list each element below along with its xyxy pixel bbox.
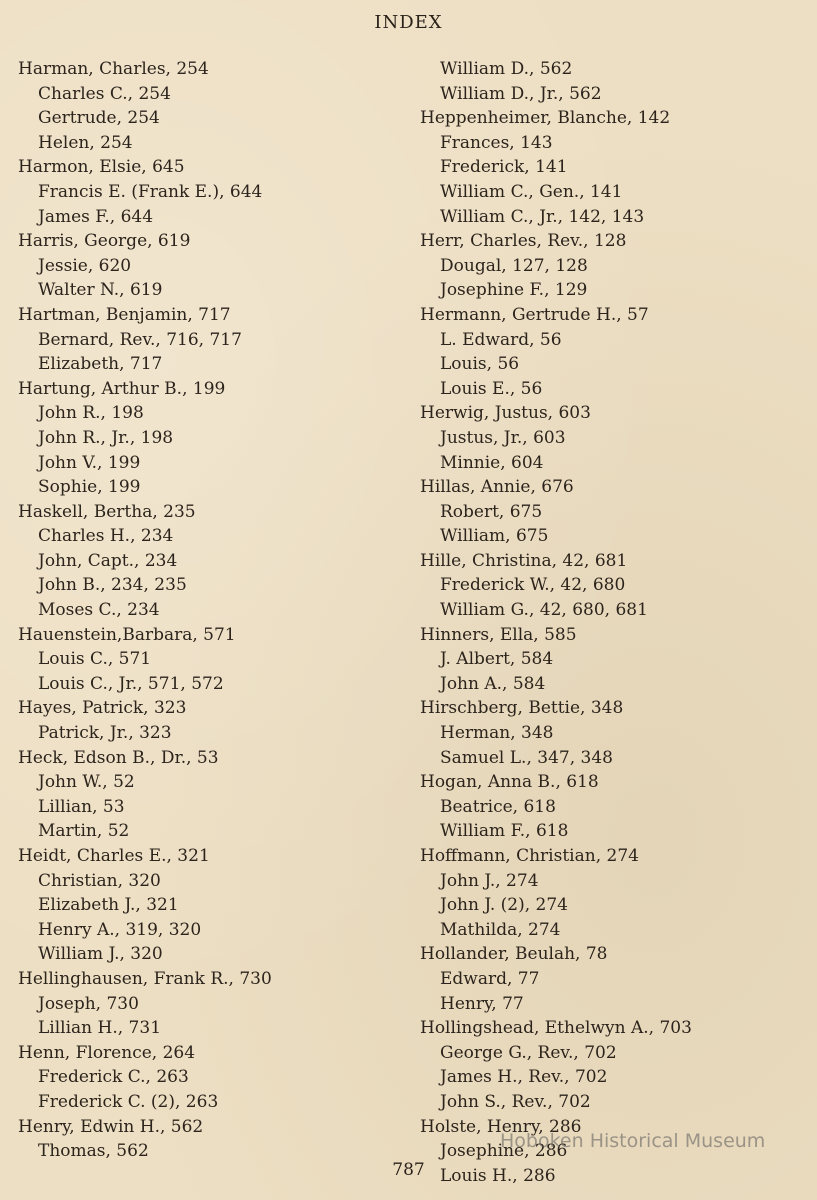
index-subentry: Helen, 254 xyxy=(38,132,133,153)
index-subentry: Charles H., 234 xyxy=(38,526,174,547)
index-subentry: William G., 42, 680, 681 xyxy=(440,600,648,621)
index-subentry: John A., 584 xyxy=(440,673,546,694)
index-entry: Hoffmann, Christian, 274 xyxy=(420,846,639,866)
index-subentry: L. Edward, 56 xyxy=(440,329,562,350)
index-column-left xyxy=(18,57,398,1164)
index-subentry: William, 675 xyxy=(440,526,549,547)
index-entry: Hillas, Annie, 676 xyxy=(420,477,574,498)
index-entry: Harmon, Elsie, 645 xyxy=(18,157,185,178)
index-subentry: William C., Jr., 142, 143 xyxy=(440,206,645,227)
index-subentry: William C., Gen., 141 xyxy=(440,181,623,202)
index-subentry: Thomas, 562 xyxy=(38,1141,149,1162)
index-subentry: Mathilda, 274 xyxy=(440,919,561,940)
index-entry: Henn, Florence, 264 xyxy=(18,1042,196,1063)
index-subentry: William D., Jr., 562 xyxy=(440,83,602,104)
index-entry: Herr, Charles, Rev., 128 xyxy=(420,231,627,252)
index-subentry: Samuel L., 347, 348 xyxy=(440,747,613,768)
index-subentry: Louis C., Jr., 571, 572 xyxy=(38,673,224,694)
index-subentry: Josephine F., 129 xyxy=(440,280,588,301)
index-subentry: Herman, 348 xyxy=(440,723,554,744)
watermark-text: Hoboken Historical Museum xyxy=(500,1130,766,1152)
index-subentry: Louis C., 571 xyxy=(38,649,152,670)
index-subentry: Elizabeth, 717 xyxy=(38,354,163,375)
index-subentry: James F., 644 xyxy=(38,206,154,227)
index-subentry: Elizabeth J., 321 xyxy=(38,895,179,916)
index-subentry: Robert, 675 xyxy=(440,501,543,522)
index-subentry: Louis, 56 xyxy=(440,354,520,375)
index-subentry: Henry, 77 xyxy=(440,993,524,1014)
index-entry: Hermann, Gertrude H., 57 xyxy=(420,304,649,325)
index-subentry: John, Capt., 234 xyxy=(38,550,178,571)
index-subentry: John R., 198 xyxy=(38,403,144,424)
index-subentry: Walter N., 619 xyxy=(38,280,163,301)
index-subentry: Sophie, 199 xyxy=(38,477,141,498)
index-subentry: William F., 618 xyxy=(440,821,569,842)
index-entry: Heppenheimer, Blanche, 142 xyxy=(420,108,671,129)
index-subentry: John W., 52 xyxy=(38,772,135,793)
index-subentry: John B., 234, 235 xyxy=(38,575,187,596)
index-entry: Hartman, Benjamin, 717 xyxy=(18,304,231,325)
index-entry: Harris, George, 619 xyxy=(18,231,191,252)
index-subentry: John V., 199 xyxy=(38,452,141,473)
index-entry: Hille, Christina, 42, 681 xyxy=(420,550,628,571)
index-entry: Heck, Edson B., Dr., 53 xyxy=(18,747,219,768)
index-subentry: Josephine, 286 xyxy=(440,1141,568,1162)
index-subentry: George G., Rev., 702 xyxy=(440,1042,617,1063)
index-subentry: Justus, Jr., 603 xyxy=(440,427,566,448)
index-subentry: Bernard, Rev., 716, 717 xyxy=(38,329,242,350)
index-entry: Hollander, Beulah, 78 xyxy=(420,944,608,965)
index-entry: Hirschberg, Bettie, 348 xyxy=(420,698,624,719)
index-subentry: Moses C., 234 xyxy=(38,600,160,621)
index-subentry: Patrick, Jr., 323 xyxy=(38,723,172,744)
index-subentry: John J. (2), 274 xyxy=(440,895,568,916)
index-subentry: James H., Rev., 702 xyxy=(440,1067,608,1088)
index-entry: Henry, Edwin H., 562 xyxy=(18,1116,204,1137)
index-subentry: Gertrude, 254 xyxy=(38,108,160,129)
index-subentry: Frederick C. (2), 263 xyxy=(38,1091,219,1112)
index-entry: Harman, Charles, 254 xyxy=(18,59,209,79)
page-number: 787 xyxy=(392,1160,425,1180)
index-subentry: Francis E. (Frank E.), 644 xyxy=(38,181,263,202)
index-subentry: Beatrice, 618 xyxy=(440,796,556,817)
index-subentry: Martin, 52 xyxy=(38,821,130,842)
index-entry: Hogan, Anna B., 618 xyxy=(420,772,599,793)
index-entry: Holste, Henry, 286 xyxy=(420,1116,582,1137)
index-subentry: William J., 320 xyxy=(38,944,163,965)
index-entry: Hellinghausen, Frank R., 730 xyxy=(18,968,272,989)
index-entry: Herwig, Justus, 603 xyxy=(420,403,591,424)
index-subentry: J. Albert, 584 xyxy=(440,649,554,670)
index-subentry: William D., 562 xyxy=(440,59,573,79)
index-subentry: Edward, 77 xyxy=(440,968,540,989)
index-entry: Hinners, Ella, 585 xyxy=(420,624,577,645)
index-subentry: Minnie, 604 xyxy=(440,452,544,473)
index-subentry: Lillian H., 731 xyxy=(38,1018,162,1039)
index-subentry: Lillian, 53 xyxy=(38,796,125,817)
index-subentry: Christian, 320 xyxy=(38,870,161,891)
index-subentry: Frederick C., 263 xyxy=(38,1067,189,1088)
index-subentry: Frederick, 141 xyxy=(440,157,568,178)
index-subentry: Dougal, 127, 128 xyxy=(440,255,588,276)
index-column-right xyxy=(420,57,810,1188)
index-subentry: Louis H., 286 xyxy=(440,1165,556,1186)
index-subentry: Frederick W., 42, 680 xyxy=(440,575,626,596)
index-subentry: Frances, 143 xyxy=(440,132,553,153)
index-entry: Hayes, Patrick, 323 xyxy=(18,698,187,719)
page-title: INDEX xyxy=(374,12,443,33)
index-entry: Hartung, Arthur B., 199 xyxy=(18,378,226,399)
index-entry: Hollingshead, Ethelwyn A., 703 xyxy=(420,1018,692,1039)
index-subentry: John R., Jr., 198 xyxy=(38,427,174,448)
index-subentry: Charles C., 254 xyxy=(38,83,171,104)
index-subentry: Henry A., 319, 320 xyxy=(38,919,202,940)
index-entry: Hauenstein,Barbara, 571 xyxy=(18,624,236,645)
index-entry: Heidt, Charles E., 321 xyxy=(18,846,210,866)
index-subentry: John J., 274 xyxy=(440,870,539,891)
index-subentry: Joseph, 730 xyxy=(38,993,139,1014)
index-subentry: John S., Rev., 702 xyxy=(440,1091,591,1112)
index-subentry: Louis E., 56 xyxy=(440,378,543,399)
index-subentry: Jessie, 620 xyxy=(38,255,132,276)
index-entry: Haskell, Bertha, 235 xyxy=(18,501,196,522)
